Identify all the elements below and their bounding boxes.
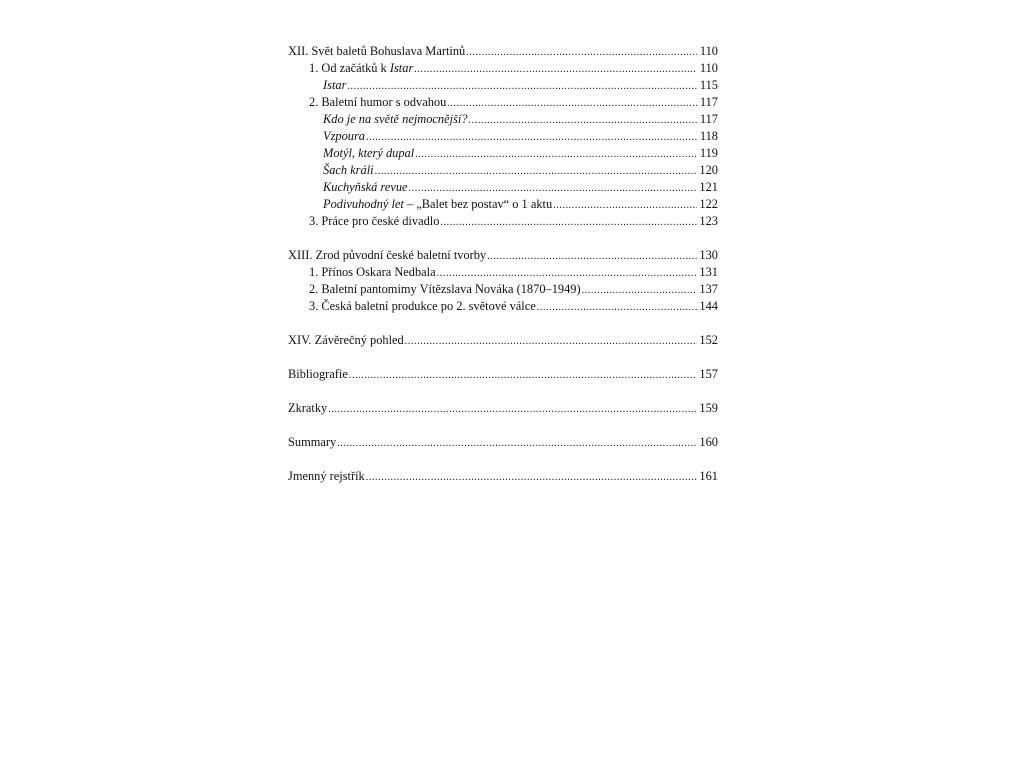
toc-entry-page: 115 [699, 78, 718, 92]
toc-entry-title: Kdo je na světě nejmocnější? [323, 112, 468, 126]
table-of-contents [288, 43, 718, 485]
toc-entry-page: 159 [699, 401, 718, 415]
dot-leader [366, 129, 697, 146]
dot-leader [466, 44, 697, 61]
toc-entry-page: 121 [699, 180, 718, 194]
dot-leader [487, 248, 697, 265]
toc-entry-istar[interactable] [288, 77, 718, 94]
toc-entry-title: Motýl, který dupal [323, 146, 415, 160]
toc-entry-summary[interactable] [288, 434, 718, 451]
toc-entry-title-text: Podivuhodný let [323, 197, 404, 211]
toc-entry-title: Šach králi [323, 163, 374, 177]
toc-entry-page: 152 [699, 333, 718, 347]
toc-entry-page: 144 [699, 299, 718, 313]
dot-leader [337, 435, 697, 452]
toc-entry-page: 161 [699, 469, 718, 483]
toc-entry-zkratky[interactable] [288, 400, 718, 417]
toc-entry-chapter-xii[interactable] [288, 43, 718, 60]
toc-entry-prinos-oskara-nedbala[interactable] [288, 264, 718, 281]
toc-entry-title: 3. Práce pro české divadlo [309, 214, 440, 228]
toc-entry-page: 123 [699, 214, 718, 228]
dot-leader [349, 367, 697, 384]
toc-entry-title: XIII. Zrod původní české baletní tvorby [288, 248, 487, 262]
dot-leader [447, 95, 697, 112]
toc-entry-page: 110 [699, 44, 718, 58]
toc-entry-od-zacatku-k-istar[interactable] [288, 60, 718, 77]
toc-entry-page: 137 [699, 282, 718, 296]
toc-entry-title: 1. Přínos Oskara Nedbala [309, 265, 436, 279]
toc-entry-motyl[interactable] [288, 145, 718, 162]
toc-entry-title: 2. Baletní humor s odvahou [309, 95, 447, 109]
toc-entry-page: 160 [699, 435, 718, 449]
toc-entry-title: Bibliografie [288, 367, 348, 381]
dot-leader [366, 469, 697, 486]
toc-entry-jmenny-rejstrik[interactable] [288, 468, 718, 485]
toc-entry-title-suffix: – „Balet bez postav“ o 1 aktu [403, 197, 553, 211]
toc-entry-title: 3. Česká baletní produkce po 2. světové válce [309, 299, 536, 313]
toc-entry-title-text: 1. Od začátků k [309, 61, 390, 75]
toc-entry-chapter-xiv[interactable] [288, 332, 718, 349]
dot-leader [537, 299, 697, 316]
toc-entry-kuchynska-revue[interactable] [288, 179, 718, 196]
toc-entry-page: 122 [699, 197, 718, 211]
dot-leader [469, 112, 697, 129]
dot-leader [437, 265, 697, 282]
dot-leader [328, 401, 697, 418]
toc-entry-title: Vzpoura [323, 129, 365, 143]
toc-entry-kdo-je-na-svete[interactable] [288, 111, 718, 128]
toc-entry-chapter-xiii[interactable] [288, 247, 718, 264]
toc-entry-baletni-pantomimy[interactable] [288, 281, 718, 298]
toc-entry-sach-krali[interactable] [288, 162, 718, 179]
toc-entry-page: 131 [699, 265, 718, 279]
toc-entry-ceska-baletni-produkce[interactable] [288, 298, 718, 315]
dot-leader [415, 146, 697, 163]
toc-entry-vzpoura[interactable] [288, 128, 718, 145]
toc-entry-podivuhodny-let[interactable] [288, 196, 718, 213]
dot-leader [405, 333, 697, 350]
toc-entry-title [309, 60, 413, 77]
dot-leader [582, 282, 697, 299]
toc-entry-title: XII. Svět baletů Bohuslava Martinů [288, 44, 466, 58]
dot-leader [414, 61, 697, 78]
toc-entry-title: Zkratky [288, 401, 328, 415]
toc-entry-title: XIV. Závěrečný pohled [288, 333, 404, 347]
toc-entry-title-italic: Istar [389, 61, 414, 75]
toc-entry-page: 117 [699, 112, 718, 126]
toc-entry-title: 2. Baletní pantomimy Vítězslava Nováka (1870–1949) [309, 282, 581, 296]
toc-entry-title: Jmenný rejstřík [288, 469, 365, 483]
dot-leader [375, 163, 697, 180]
toc-entry-page: 119 [699, 146, 718, 160]
toc-entry-page: 130 [699, 248, 718, 262]
dot-leader [553, 197, 697, 214]
toc-entry-page: 110 [699, 61, 718, 75]
dot-leader [347, 78, 697, 95]
toc-entry-page: 117 [699, 95, 718, 109]
dot-leader [440, 214, 697, 231]
toc-entry-title: Istar [323, 78, 347, 92]
toc-entry-page: 157 [699, 367, 718, 381]
toc-entry-bibliografie[interactable] [288, 366, 718, 383]
toc-entry-title: Kuchyňská revue [323, 180, 408, 194]
toc-entry-page: 120 [699, 163, 718, 177]
toc-entry-title [323, 196, 552, 213]
toc-entry-prace-pro-ceske-divadlo[interactable] [288, 213, 718, 230]
toc-entry-title: Summary [288, 435, 337, 449]
dot-leader [409, 180, 697, 197]
toc-entry-page: 118 [699, 129, 718, 143]
toc-entry-baletni-humor[interactable] [288, 94, 718, 111]
